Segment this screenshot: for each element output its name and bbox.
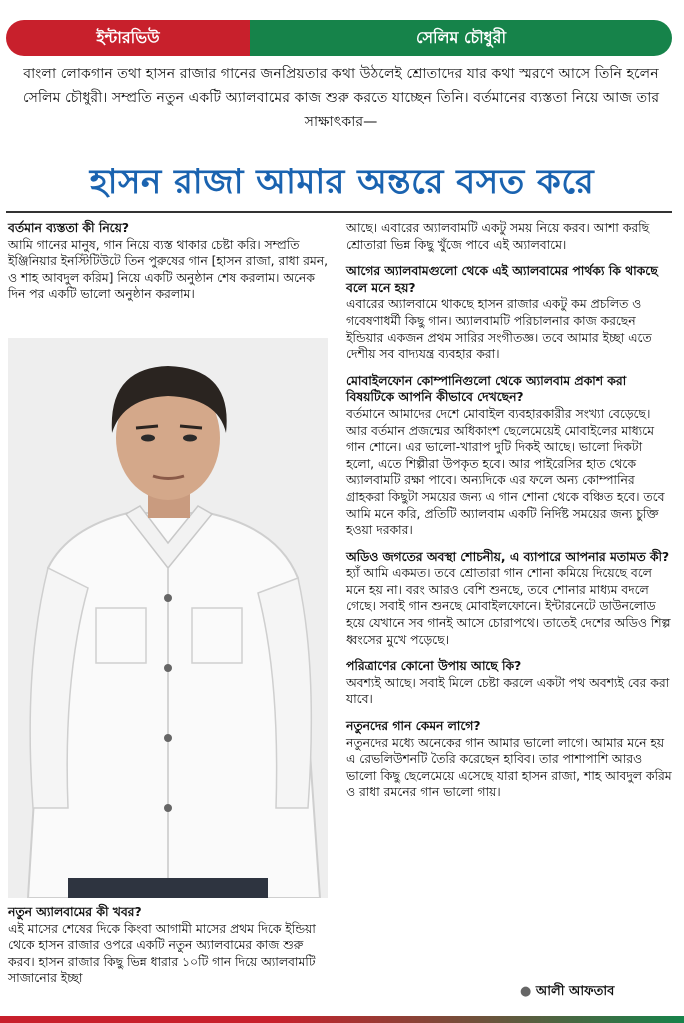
question: পরিত্রাণের কোনো উপায় আছে কি? [346,659,522,674]
divider [6,211,672,213]
portrait-illustration [8,338,328,898]
portrait-photo [8,338,328,898]
left-column [8,220,330,313]
answer: নতুনদের মধ্যে অনেকের গান আমার ভালো লাগে। আমার মনে হয় এ রেভলিউশনটি তৈরি করেছেন হাবিব। তার পাশাপাশি আরও ভালো কিছু ছেলেমেয়ে এসেছে যারা হাসন রাজা, শাহ আবদুল করিম ও রাধা রমনের গান ভালো গায়। [346,735,672,800]
intro-paragraph: বাংলা লোকগান তথা হাসন রাজার গানের জনপ্রিয়তার কথা উঠলেই শ্রোতাদের যার কথা স্মরণে আসে তিনি হলেন সেলিম চৌধুরী। সম্প্রতি নতুন একটি অ্যালবামের কাজ শুরু করতে যাচ্ছেন তিনি। বর্তমানের ব্যস্ততা নিয়ে আজ তার সাক্ষাৎকার— [22,66,660,130]
question: অডিও জগতের অবস্থা শোচনীয়, এ ব্যাপারে আপনার মতামত কী? [346,549,670,564]
author-name: আলী আফতাব [535,984,615,999]
interviewee-name: সেলিম চৌধুরী [250,20,672,56]
answer: আমি গানের মানুষ, গান নিয়ে ব্যস্ত থাকার চেষ্টা করি। সম্প্রতি ইঞ্জিনিয়ার ইনস্টিটিউটে তিন পুরুষের গান [হাসন রাজা, রাধা রমন, ও শাহ আবদুল করিম] নিয়ে একটি অনুষ্ঠান শেষ করলাম। অনেক দিন পর একটি ভালো অনুষ্ঠান করলাম। [8,237,329,302]
answer: বর্তমানে আমাদের দেশে মোবাইল ব্যবহারকারীর সংখ্যা বেড়েছে। আর বর্তমান প্রজন্মের অধিকাংশ ছেলেমেয়েই মোবাইলের মাধ্যমে গান শোনে। এর ভালো-খারাপ দুটি দিকই আছে। ভালো দিকটা হলো, এতে শিল্পীরা উপকৃত হবে। আর পাইরেসির হাত থেকে অ্যালবামটি রক্ষা পাবে। অন্যদিকে এর ফলে অন্য কোম্পানির গ্রাহকরা কিছুটা সময়ের জন্য এ গান শোনা থেকে বঞ্চিত হবে। তবে আমি মনে করি, প্রতিটি অ্যালবাম একটি নির্দিষ্ট সময়ের জন্য চুক্তি হওয়া দরকার। [346,406,665,538]
answer: এবারের অ্যালবামে থাকছে হাসন রাজার একটু কম প্রচলিত ও গবেষণাধর্মী কিছু গান। অ্যালবামটি পরিচালনার কাজ করছেন ইন্ডিয়ার একজন প্রথম সারির সংগীতজ্ঞ। তবে আমার ইচ্ছা এতে দেশীয় সব বাদ্যযন্ত্র ব্যবহার করা। [346,297,652,362]
answer: হ্যাঁ আমি একমত। তবে শ্রোতারা গান শোনা কমিয়ে দিয়েছে বলে মনে হয় না। বরং আরও বেশি শুনছে, তবে শোনার মাধ্যম বদলে গেছে। সবাই গান শুনছে মোবাইলফোনে। ইন্টারনেটে ডাউনলোড হয়ে যেখানে সব গানই আসে চোরাপথে। তাতেই দেশের অডিও শিল্প ধ্বংসের মুখে পড়েছে। [346,566,671,647]
answer: এই মাসের শেষের দিকে কিংবা আগামী মাসের প্রথম দিকে ইন্ডিয়া থেকে হাসন রাজার ওপরে একটি নতুন অ্যালবামের কাজ শুরু করব। হাসন রাজার কিছু ভিন্ন ধারার ১০টি গান দিয়ে অ্যালবামটি সাজানোর ইচ্ছা [8,921,316,986]
section-header [6,20,672,56]
question: আগের অ্যালবামগুলো থেকে এই অ্যালবামের পার্থক্য কি থাকছে বলে মনে হয়? [346,264,658,295]
question: বর্তমান ব্যস্ততা কী নিয়ে? [8,221,129,235]
question: নতুন অ্যালবামের কী খবর? [8,905,142,919]
byline [520,982,614,1003]
question: নতুনদের গান কেমন লাগে? [346,719,481,734]
question: মোবাইলফোন কোম্পানিগুলো থেকে অ্যালবাম প্রকাশ করা বিষয়টিকে আপনি কীভাবে দেখছেন? [346,373,627,405]
bottom-color-bar [0,1016,684,1023]
answer-continued: আছে। এবারের অ্যালবামটি একটু সময় নিয়ে করব। আশা করছি শ্রোতারা ভিন্ন কিছু খুঁজে পাবে এই অ্যালবামে। [346,221,650,252]
section-label-interview: ইন্টারভিউ [6,20,250,56]
bullet-icon: ● [520,984,532,999]
left-column-lower [8,904,330,997]
headline: হাসন রাজা আমার অন্তরে বসত করে [89,162,595,202]
right-column [346,220,672,811]
answer: অবশ্যই আছে। সবাই মিলে চেষ্টা করলে একটা পথ অবশ্যই বের করা যাবে। [346,675,670,707]
